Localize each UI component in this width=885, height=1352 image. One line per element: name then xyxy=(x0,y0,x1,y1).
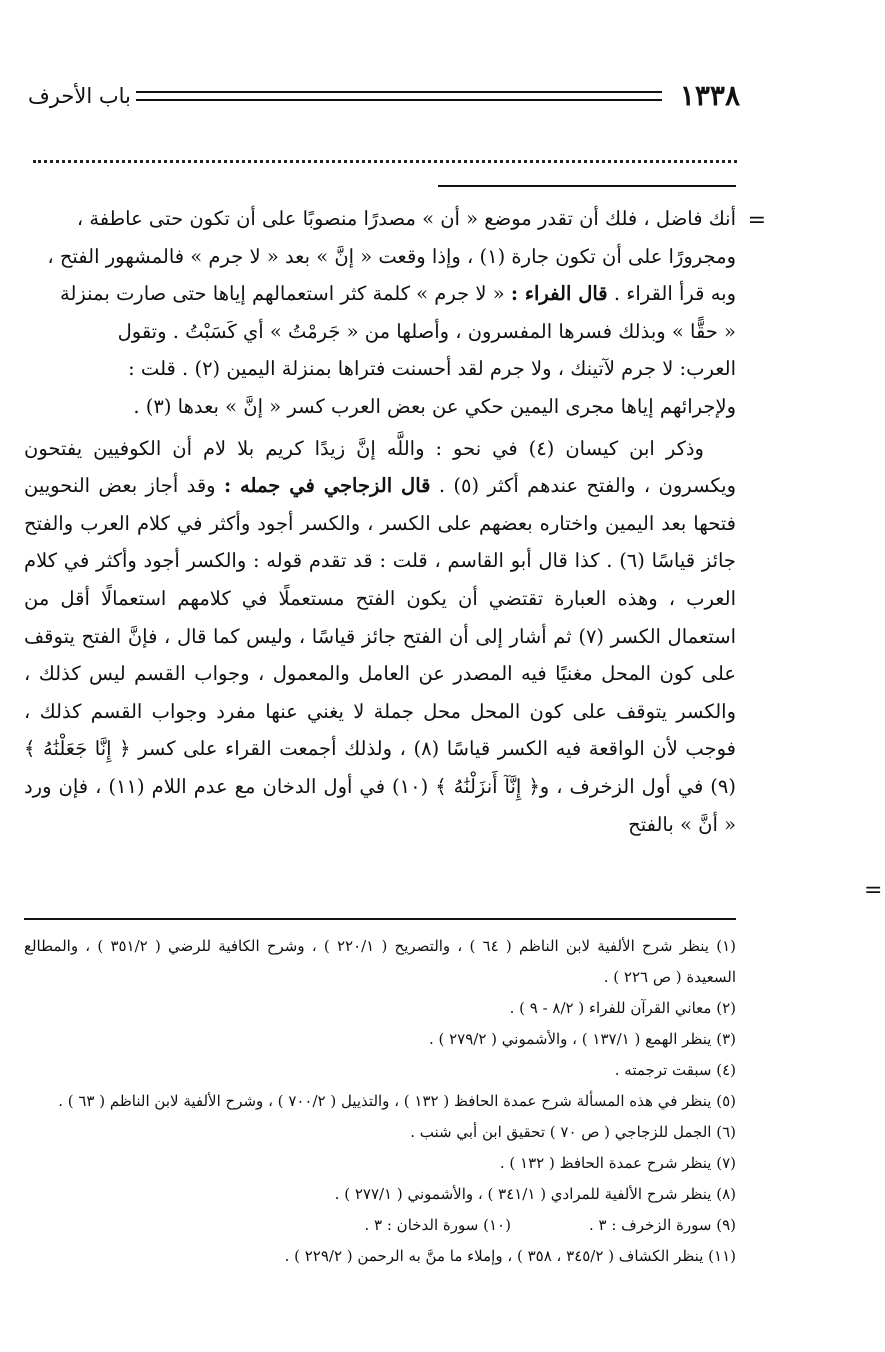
running-header xyxy=(28,78,740,114)
page-number: ١٣٣٨ xyxy=(679,79,740,112)
footnotes xyxy=(24,931,736,1272)
continuation-marker-start: = xyxy=(747,208,766,233)
paragraph-2 xyxy=(24,430,736,844)
text-run: وبه قرأ القراء . xyxy=(613,282,736,306)
continuation-marker-end: = xyxy=(864,878,883,903)
header-double-rule xyxy=(136,91,662,101)
text-line: ومجرورًا على أن تكون جارة (١) ، وإذا وقعت « إنَّ » بعد « لا جرم » فالمشهور الفتح ، xyxy=(47,244,736,268)
text-run: وقد أجاز بعض النحويين فتحها بعد اليمين واختاره بعضهم على الكسر ، والكسر أجود وأكثر في كلام العرب والفتح جائز قياسًا (٦) . كذا قال أبو القاسم ، قلت : قد تقدم قوله : والكسر أجود وأكثر في كلام العرب ، وهذه العبارة تقتضي أن يكون الفتح مستعملًا في كلامهم استعمالًا أقل من استعمال الكسر (٧) ثم أشار إلى أن الفتح جائز قياسًا ، وليس كما قال ، فإنَّ الفتح يتوقف على كون المحل مغنيًا فيه المصدر عن العامل والمعمول ، وجواب القسم ليس كذلك ، والكسر يتوقف على كون المحل محل جملة لا يغني عنها مفرد وجواب القسم كذلك ، فوجب لأن الواقعة فيه الكسر قياسًا (٨) ، ولذلك أجمعت القراء على كسر ﴿ إِنَّا جَعَلْنَٰهُ ﴾ (٩) في أول الزخرف ، و﴿ إِنَّآ أَنزَلْنَٰهُ ﴾ (١٠) في أول الدخان مع عدم اللام (١١) ، فإن ورد « أنَّ » بالفتح xyxy=(24,474,737,836)
dotted-separator xyxy=(33,146,737,163)
quoted-author: قال الفراء : xyxy=(510,282,608,306)
short-separator xyxy=(438,185,736,187)
footnote: (٩) سورة الزخرف : ٣ . xyxy=(588,1216,736,1234)
footnote: (٣) ينظر الهمع ( ١٣٧/١ ) ، والأشموني ( ٢٧٩/٢ ) . xyxy=(428,1030,736,1048)
text-run: وذكر ابن كيسان (٤) في نحو : واللَّه إنَّ زيدًا كريم بلا لام أن الكوفيين يفتحون ويكسرون ، والفتح عندهم أكثر (٥) . xyxy=(24,436,737,498)
footnote: (١١) ينظر الكشاف ( ٣٤٥/٢ ، ٣٥٨ ) ، وإملاء ما منَّ به الرحمن ( ٢٢٩/٢ ) . xyxy=(284,1247,736,1265)
quoted-author: قال الزجاجي في جمله : xyxy=(223,474,431,498)
text-line: ولإجرائهم إياها مجرى اليمين حكي عن بعض العرب كسر « إنَّ » بعدها (٣) . xyxy=(133,394,736,418)
text-line: « حقًّا » وبذلك فسرها المفسرون ، وأصلها من « جَرمْتُ » أي كَسَبْتُ . وتقول xyxy=(117,319,736,343)
footnote: (١) ينظر شرح الألفية لابن الناظم ( ٦٤ ) ، والتصريح ( ٢٢٠/١ ) ، وشرح الكافية للرضي ( ٣٥١/٢ ) ، والمطالع السعيدة ( ص ٢٢٦ ) . xyxy=(24,937,736,986)
text-line xyxy=(24,275,736,313)
footnote: (١٠) سورة الدخان : ٣ . xyxy=(364,1216,511,1234)
paragraph-1 xyxy=(24,200,736,426)
footnote: (٦) الجمل للزجاجي ( ص ٧٠ ) تحقيق ابن أبي شنب . xyxy=(410,1123,736,1141)
footnote-row xyxy=(24,1210,736,1241)
chapter-title: باب الأحرف xyxy=(28,84,131,108)
text-line: أنك فاضل ، فلك أن تقدر موضع « أن » مصدرًا منصوبًا على أن تكون حتى عاطفة ، xyxy=(76,207,736,230)
footnote: (٢) معاني القرآن للفراء ( ٨/٢ - ٩ ) . xyxy=(509,999,736,1017)
footnote-separator xyxy=(24,918,736,920)
footnote: (٨) ينظر شرح الألفية للمرادي ( ٣٤١/١ ) ، والأشموني ( ٢٧٧/١ ) . xyxy=(334,1185,736,1203)
main-text xyxy=(24,200,766,843)
footnote: (٧) ينظر شرح عمدة الحافظ ( ١٣٢ ) . xyxy=(499,1154,736,1172)
text-run: « لا جرم » كلمة كثر استعمالهم إياها حتى صارت بمنزلة xyxy=(60,282,505,306)
footnote: (٥) ينظر في هذه المسألة شرح عمدة الحافظ ( ١٣٢ ) ، والتذييل ( ٧٠٠/٢ ) ، وشرح الألفية لابن الناظم ( ٦٣ ) . xyxy=(58,1092,736,1110)
footnote: (٤) سبقت ترجمته . xyxy=(614,1061,736,1079)
text-line: العرب: لا جرم لآتينك ، ولا جرم لقد أحسنت فتراها بمنزلة اليمين (٢) . قلت : xyxy=(128,357,736,381)
